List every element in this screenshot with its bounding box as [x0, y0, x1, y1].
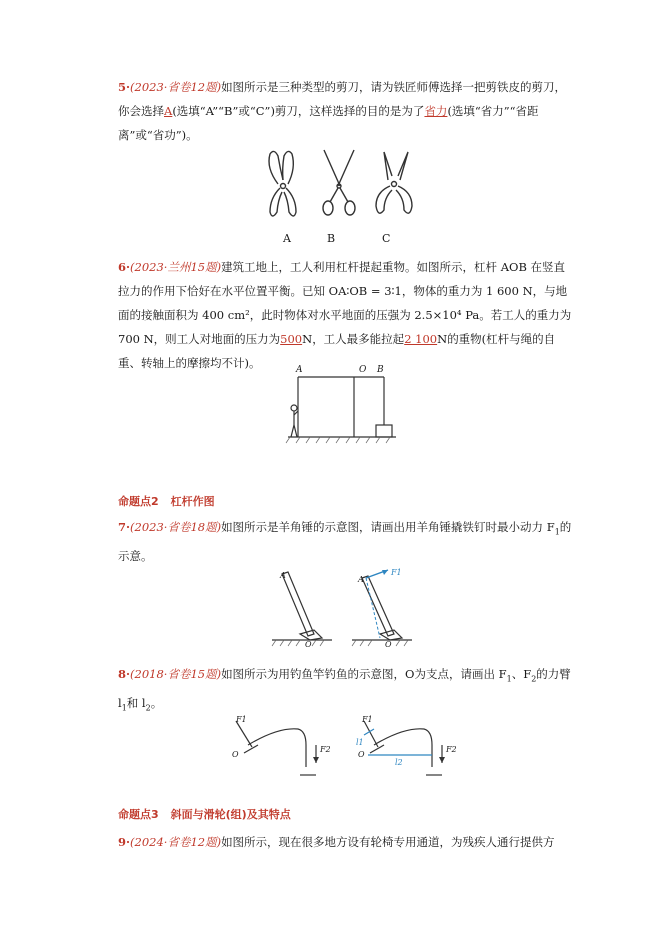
section-label: 命题点2: [118, 495, 159, 508]
point-label: B: [377, 365, 384, 375]
rod-left: [236, 721, 316, 775]
question-text: (选填“A”“B”或“C”)剪刀，这样选择的目的是为了: [172, 104, 425, 118]
force-label: F2: [446, 745, 457, 754]
question-9: 9·(2024·省卷12题)如图所示，现在很多地方设有轮椅专用通道，为残疾人通行提供方: [118, 835, 555, 849]
scissors-b: [323, 150, 355, 215]
scissors-c: [376, 152, 412, 213]
question-source: (2023·省卷12题): [130, 80, 222, 94]
figure-label: C: [382, 232, 391, 245]
hammer-right: [352, 576, 412, 640]
answer-blank: 500: [280, 332, 303, 346]
force-label: F2: [320, 745, 331, 754]
question-text: 如图所示是羊角锤的示意图，请画出用羊角锤撬铁钉时最小动力 F: [221, 520, 555, 534]
force-label: F1: [362, 715, 373, 724]
question-number: 8: [118, 667, 127, 681]
point-label: O: [359, 365, 367, 375]
section-title: 杠杆作图: [170, 495, 215, 508]
question-6: 6·(2023·兰州15题)建筑工地上，工人利用杠杆提起重物。如图所示，杠杆 AOB 在竖直拉力的作用下恰好在水平位置平衡。已知 OA∶OB = 3∶1，物体的重力为 1 600 N，与地面的接触面积为 400 cm²，此时物体对水平地面的压强为 2.5×10⁴ Pa。若工人的重力为 700 N，则工人对地面的压力为500N，工人最多能拉起2 100N的重物(杠杆与绳的自重、转轴上的摩擦均不计)。: [118, 260, 572, 370]
question-text: 建筑工地上，工人利用杠杆提起重物。如图所示，杠杆 AOB 在竖直拉力的作用下恰好在水平位置平衡。已知 OA∶OB = 3∶1，物体的重力为 1 600 N，与地面的接触面积为 400 cm²，此时物体对水平地面的压强为 2.5×10⁴ Pa。若工人的重力为 700 N，则工人对地面的压力为: [118, 260, 572, 346]
question-text: 的示意。: [118, 520, 572, 564]
point-label: A: [296, 365, 303, 375]
question-source: (2023·兰州15题): [130, 260, 222, 274]
force-label: F1: [236, 715, 247, 724]
section-header: [118, 493, 215, 509]
point-label: O: [385, 640, 392, 649]
arm-label: l1: [356, 738, 364, 747]
point-label: A: [358, 575, 364, 584]
point-label: O: [232, 750, 239, 759]
point-label: O: [358, 750, 365, 759]
question-number: 6: [118, 260, 127, 274]
answer-blank: A: [164, 104, 173, 118]
question-8: 8·(2018·省卷15题)如图所示为用钓鱼竿钓鱼的示意图，O为支点，请画出 $F_1$、$F_2$的力臂 $l_1$和 $l_2$。: [118, 667, 571, 713]
question-number: 9: [118, 835, 127, 849]
answer-blank: 省力: [424, 104, 448, 118]
question-text: (选填“省力”“省距离”或“省功”)。: [118, 104, 539, 142]
question-text: N，工人最多能拉起: [302, 332, 405, 346]
point-label: A: [280, 571, 286, 580]
figure-label: B: [327, 232, 336, 245]
heavy-object: [376, 425, 392, 437]
rod-right: [370, 729, 442, 775]
lever-figure: [284, 365, 399, 445]
question-number: 5: [118, 80, 127, 94]
answer-blank: 2 100: [404, 332, 438, 346]
section-label: 命题点3: [118, 808, 159, 821]
question-7: 7·(2023·省卷18题)如图所示是羊角锤的示意图，请画出用羊角锤撬铁钉时最小动力 $F_1$的示意。: [118, 520, 572, 564]
point-label: O: [305, 640, 312, 649]
question-text: 如图所示，现在很多地方设有轮椅专用通道，为残疾人通行提供方: [221, 835, 555, 849]
hammer-figure: [270, 568, 415, 650]
question-text: 的力臂 l: [118, 667, 571, 711]
question-text: 如图所示为用钓鱼竿钓鱼的示意图，O为支点，请画出 F: [221, 667, 507, 681]
question-5: 5·(2023·省卷12题)如图所示是三种类型的剪刀，请为铁匠师傅选择一把剪铁皮的剪刀，你会选择A(选填“A”“B”或“C”)剪刀，这样选择的目的是为了省力(选填“省力”“省距离”或“省功”)。: [118, 80, 567, 142]
question-source: (2023·省卷18题): [130, 520, 222, 534]
force-label: F1: [391, 568, 402, 577]
question-source: (2024·省卷12题): [130, 835, 222, 849]
question-source: (2018·省卷15题): [130, 667, 222, 681]
worker-head: [291, 405, 297, 411]
scissors-figure: [250, 146, 430, 224]
hammer-left: [272, 572, 332, 640]
section-header: [118, 806, 291, 822]
scissors-a: [269, 151, 296, 216]
section-title: 斜面与滑轮(组)及其特点: [170, 808, 291, 821]
fishing-rod-figure: [228, 715, 453, 790]
arm-label: l2: [395, 758, 403, 767]
question-text: N的重物(杠杆与绳的自重、转轴上的摩擦均不计)。: [118, 332, 556, 370]
question-text: 如图所示是三种类型的剪刀，请为铁匠师傅选择一把剪铁皮的剪刀，你会选择: [118, 80, 567, 118]
question-number: 7: [118, 520, 127, 534]
figure-label: A: [283, 232, 291, 245]
